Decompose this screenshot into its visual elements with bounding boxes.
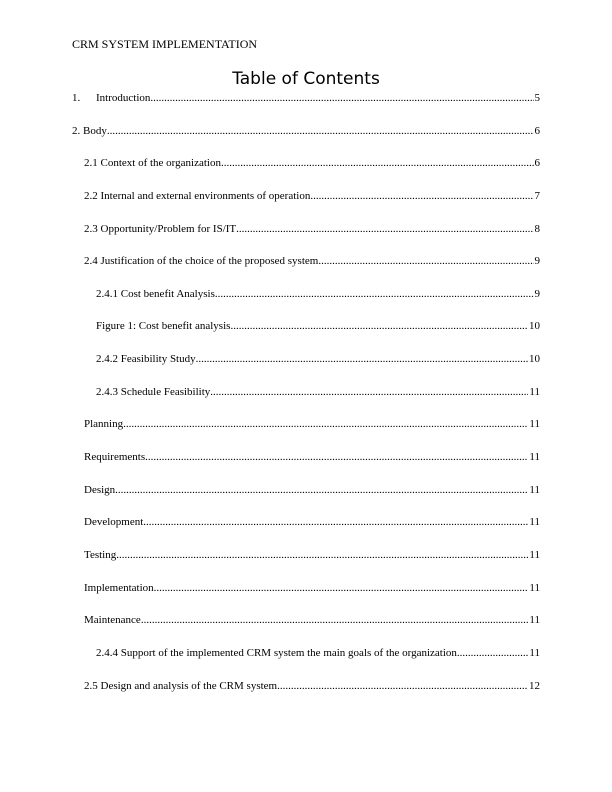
dot-leader <box>457 647 528 659</box>
toc-entry[interactable] <box>72 190 540 223</box>
toc-entry[interactable] <box>72 157 540 190</box>
toc-entry-label: 2.2 Internal and external environments of operation <box>84 189 311 202</box>
toc-entry[interactable] <box>72 418 540 451</box>
toc-entry-page: 6 <box>534 157 540 170</box>
toc-entry-page: 11 <box>529 646 540 659</box>
toc-entry-label: 2.4.4 Support of the implemented CRM system the main goals of the organization <box>96 646 457 659</box>
toc-entry[interactable] <box>72 353 540 386</box>
toc-entry[interactable] <box>72 223 540 256</box>
dot-leader <box>116 549 528 561</box>
toc-entry-label: 2.4.3 Schedule Feasibility <box>96 385 211 398</box>
dot-leader <box>277 680 528 692</box>
dot-leader <box>310 190 533 202</box>
toc-entry-label: 2.5 Design and analysis of the CRM system <box>84 679 278 692</box>
dot-leader <box>141 614 529 626</box>
toc-entry[interactable] <box>72 92 540 125</box>
toc-entry-page: 11 <box>529 483 540 496</box>
toc-entry-label: 2.4.2 Feasibility Study <box>96 353 196 366</box>
toc-entry-page: 11 <box>529 451 540 464</box>
toc-entry[interactable] <box>72 614 540 647</box>
toc-entry-page: 9 <box>534 287 540 300</box>
toc-entry-page: 11 <box>529 516 540 529</box>
toc-title: Table of Contents <box>232 69 380 89</box>
toc-entry-label: Figure 1: Cost benefit analysis <box>96 320 231 333</box>
toc-entry[interactable] <box>72 516 540 549</box>
toc-entry[interactable] <box>72 582 540 615</box>
dot-leader <box>115 484 528 496</box>
dot-leader <box>154 582 529 594</box>
toc-entry-label: Planning <box>84 418 124 431</box>
table-of-contents <box>72 92 540 712</box>
toc-entry-page: 10 <box>529 353 540 366</box>
toc-entry[interactable] <box>72 451 540 484</box>
dot-leader <box>215 288 534 300</box>
toc-entry-label: 2.4.1 Cost benefit Analysis <box>96 287 215 300</box>
toc-entry[interactable] <box>72 125 540 158</box>
toc-entry-label: Implementation <box>84 581 154 594</box>
toc-entry-page: 11 <box>529 614 540 627</box>
toc-entry-page: 11 <box>529 385 540 398</box>
toc-entry-page: 12 <box>529 679 540 692</box>
toc-entry-label: Development <box>84 516 144 529</box>
dot-leader <box>236 223 533 235</box>
toc-entry-label: Testing <box>84 548 117 561</box>
toc-entry[interactable] <box>72 549 540 582</box>
toc-entry-label: 2.1 Context of the organization <box>84 157 221 170</box>
toc-entry-page: 8 <box>534 222 540 235</box>
toc-entry-page: 11 <box>529 581 540 594</box>
toc-entry-label: Introduction <box>96 92 151 104</box>
dot-leader <box>221 157 534 169</box>
dot-leader <box>145 451 528 463</box>
dot-leader <box>150 92 533 104</box>
toc-entry[interactable] <box>72 386 540 419</box>
toc-entry[interactable] <box>72 484 540 517</box>
toc-entry-page: 10 <box>529 320 540 333</box>
toc-entry[interactable] <box>72 647 540 680</box>
toc-entry-label: Requirements <box>84 451 146 464</box>
dot-leader <box>107 125 534 137</box>
toc-entry-page: 7 <box>534 189 540 202</box>
toc-entry-page: 11 <box>529 548 540 561</box>
toc-entry-number: 1. <box>72 92 81 104</box>
toc-entry[interactable] <box>72 288 540 321</box>
toc-entry-label: 2.4 Justification of the choice of the proposed system <box>84 255 319 268</box>
dot-leader <box>210 386 528 398</box>
dot-leader <box>230 320 528 332</box>
toc-entry[interactable] <box>72 680 540 713</box>
toc-entry-page: 6 <box>534 124 540 137</box>
running-head: CRM SYSTEM IMPLEMENTATION <box>72 37 258 51</box>
toc-entry[interactable] <box>72 320 540 353</box>
dot-leader <box>318 255 533 267</box>
dot-leader <box>196 353 528 365</box>
toc-entry-page: 9 <box>534 255 540 268</box>
toc-entry-label: Design <box>84 483 116 496</box>
toc-entry-label: 2. Body <box>72 124 107 137</box>
toc-entry-page: 5 <box>534 92 540 104</box>
dot-leader <box>143 516 528 528</box>
toc-entry-label: Maintenance <box>84 614 141 627</box>
toc-entry[interactable] <box>72 255 540 288</box>
toc-entry-page: 11 <box>529 418 540 431</box>
toc-entry-label: 2.3 Opportunity/Problem for IS/IT <box>84 222 237 235</box>
dot-leader <box>123 418 528 430</box>
